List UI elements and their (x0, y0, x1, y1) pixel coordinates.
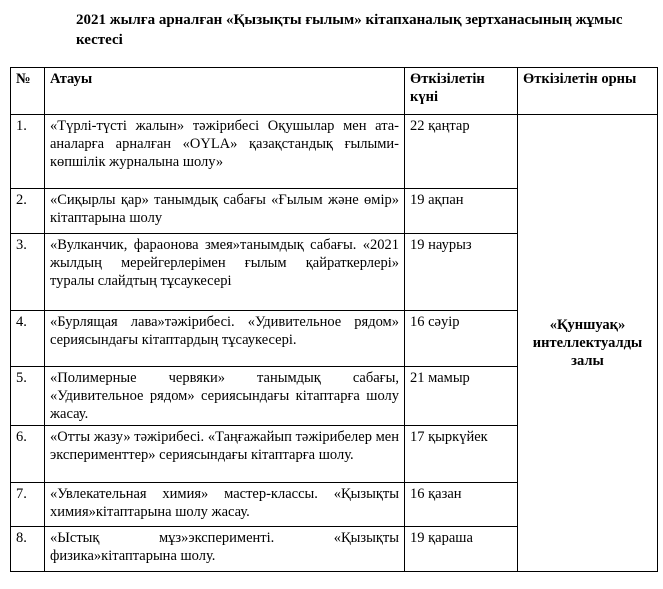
event-name: «Бурлящая лава»тәжірибесі. «Удивительное рядом» сериясындағы кітаптардың тұсаукесері. (45, 311, 405, 367)
event-date: 21 мамыр (405, 367, 518, 426)
row-number: 2. (11, 189, 45, 234)
document-title: 2021 жылға арналған «Қызықты ғылым» кітапханалық зертханасының жұмыс кестесі (76, 12, 623, 48)
event-date: 22 қаңтар (405, 115, 518, 189)
event-date: 16 сәуір (405, 311, 518, 367)
schedule-table (10, 67, 658, 572)
event-date: 19 ақпан (405, 189, 518, 234)
header-name: Атауы (45, 68, 405, 115)
header-place: Өткізілетін орны (518, 68, 658, 115)
event-date: 19 наурыз (405, 234, 518, 311)
table-row (11, 115, 658, 189)
row-number: 8. (11, 527, 45, 572)
header-date: Өткізілетін күні (405, 68, 518, 115)
event-name: «Полимерные червяки» танымдық сабағы, «Удивительное рядом» сериясындағы кітаптарға шолу жасау. (45, 367, 405, 426)
event-date: 17 қыркүйек (405, 426, 518, 483)
event-name: «Отты жазу» тәжірибесі. «Таңғажайып тәжірибелер мен эксперименттер» сериясындағы кітаптарға шолу. (45, 426, 405, 483)
table-header-row (11, 68, 658, 115)
row-number: 1. (11, 115, 45, 189)
event-place: «Қуншуақ» интеллектуалды залы (518, 115, 658, 572)
row-number: 3. (11, 234, 45, 311)
row-number: 4. (11, 311, 45, 367)
row-number: 5. (11, 367, 45, 426)
header-number: № (11, 68, 45, 115)
event-name: «Түрлі-түсті жалын» тәжірибесі Оқушылар мен ата-аналарға арналған «OYLA» қазақстандық ғылыми-көпшілік журналына шолу» (45, 115, 405, 189)
event-date: 19 қараша (405, 527, 518, 572)
event-name: «Ыстық мұз»эксперименті. «Қызықты физика»кітаптарына шолу. (45, 527, 405, 572)
event-name: «Увлекательная химия» мастер-классы. «Қызықты химия»кітаптарына шолу жасау. (45, 483, 405, 527)
event-date: 16 қазан (405, 483, 518, 527)
event-name: «Вулканчик, фараонова змея»танымдық сабағы. «2021 жылдың мерейгерлерімен ғылым қайраткерлері» туралы слайдтың тұсаукесері (45, 234, 405, 311)
row-number: 6. (11, 426, 45, 483)
event-name: «Сиқырлы қар» танымдық сабағы «Ғылым және өмір» кітаптарына шолу (45, 189, 405, 234)
row-number: 7. (11, 483, 45, 527)
